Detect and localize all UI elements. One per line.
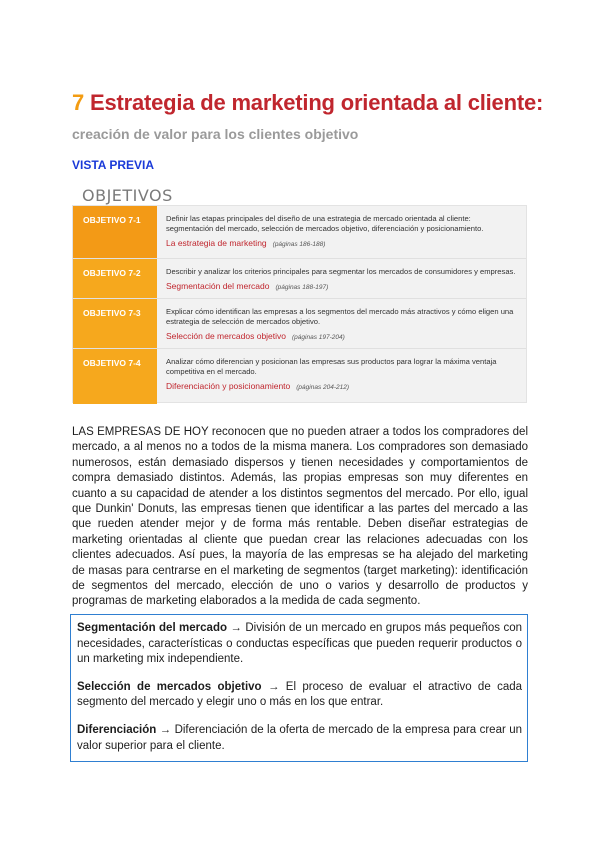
objective-label: OBJETIVO 7-4 (73, 349, 157, 404)
objective-label: OBJETIVO 7-2 (73, 259, 157, 298)
objective-pages: (páginas 204-212) (296, 384, 350, 391)
objective-link-label: Selección de mercados objetivo (166, 331, 287, 341)
objective-link-label: Segmentación del mercado (166, 281, 270, 291)
definition-text: Diferenciación de la oferta de mercado de la empresa para crear un valor superior para el cliente. (77, 723, 522, 752)
intro-paragraph: LAS EMPRESAS DE HOY reconocen que no pueden atraer a todos los compradores del mercado, a al menos no a todos de la misma manera. Los compradores son demasiado numerosos, están demasiado dispersos y tienen necesidades y comportamientos de compra demasiado distintos. Además, las propias empresas son muy diferentes en cuanto a su capacidad de atender a los distintos segmentos del mercado. Por ello, igual que Dunkin' Donuts, las empresas tienen que identificar a las partes del mercado a las que rueden atender mejor y de forma más rentable. Deben diseñar estrategias de marketing orientadas al cliente que puedan crear las relaciones adecuadas con los clientes adecuados. Así pues, la mayoría de las empresas se ha alejado del marketing de masas para centrarse en el marketing de segmentos (target marketing): identificación de segmentos del mercado, elección de uno o varios y desarrollo de productos y programas de marketing elaborados a la medida de cada segmento. (72, 426, 528, 608)
definition-term: Segmentación del mercado (77, 622, 227, 634)
definition-term: Diferenciación (77, 723, 157, 736)
objective-description (166, 307, 518, 343)
objective-text: Explicar cómo identifican las empresas a los segmentos del mercado más atractivos y cómo eligen una estrategia de selección de mercados objetivo. (166, 307, 514, 326)
objective-row (73, 299, 526, 349)
objective-link[interactable] (166, 281, 518, 293)
chapter-number: 7 (72, 90, 85, 115)
objective-link[interactable] (166, 331, 518, 343)
objective-description (166, 214, 518, 250)
objective-link[interactable] (166, 381, 518, 393)
chapter-subtitle: creación de valor para los clientes objetivo (72, 126, 359, 142)
objective-text: Definir las etapas principales del diseño de una estrategia de mercado orientada al cliente: segmentación del mercado, selección de mercados objetivo, diferenciación y posicionamiento. (166, 214, 484, 233)
definitions-box (70, 614, 528, 762)
objective-pages: (páginas 188-197) (275, 284, 329, 291)
arrow-icon: → (267, 680, 280, 693)
objective-pages: (páginas 197-204) (292, 334, 345, 341)
objectives-table (72, 205, 527, 403)
arrow-icon: → (159, 723, 172, 736)
definition (77, 680, 522, 711)
objective-link-label: La estrategia de marketing (166, 238, 267, 248)
objective-link-label: Diferenciación y posicionamiento (166, 381, 291, 391)
objectives-heading: OBJETIVOS (82, 186, 173, 205)
chapter-title (72, 90, 543, 116)
objective-label: OBJETIVO 7-1 (73, 206, 157, 258)
objective-text: Describir y analizar los criterios principales para segmentar los mercados de consumidores y empresas. (166, 267, 516, 276)
objective-pages: (páginas 186-188) (272, 241, 326, 248)
definition-text: División de un mercado en grupos más pequeños con necesidades, características o conductas específicas que pueden requerir productos o un marketing mix independiente. (77, 622, 523, 666)
objective-row (73, 349, 526, 404)
chapter-title-text: Estrategia de marketing orientada al cliente: (89, 90, 544, 115)
preview-label: VISTA PREVIA (72, 158, 155, 172)
objective-row (73, 206, 526, 259)
arrow-icon: → (230, 622, 242, 634)
definition-term: Selección de mercados objetivo (77, 680, 262, 693)
definition (77, 621, 522, 668)
objective-link[interactable] (166, 238, 518, 250)
objective-row (73, 259, 526, 299)
objective-description (166, 267, 518, 293)
objective-label: OBJETIVO 7-3 (73, 299, 157, 348)
objective-description (166, 357, 518, 393)
objective-text: Analizar cómo diferencian y posicionan las empresas sus productos para lograr la máxima ventaja competitiva en el mercado. (166, 357, 497, 376)
definition (77, 723, 522, 754)
definition-text: El proceso de evaluar el atractivo de cada segmento del mercado y elegir uno o más en los que entrar. (77, 680, 523, 709)
